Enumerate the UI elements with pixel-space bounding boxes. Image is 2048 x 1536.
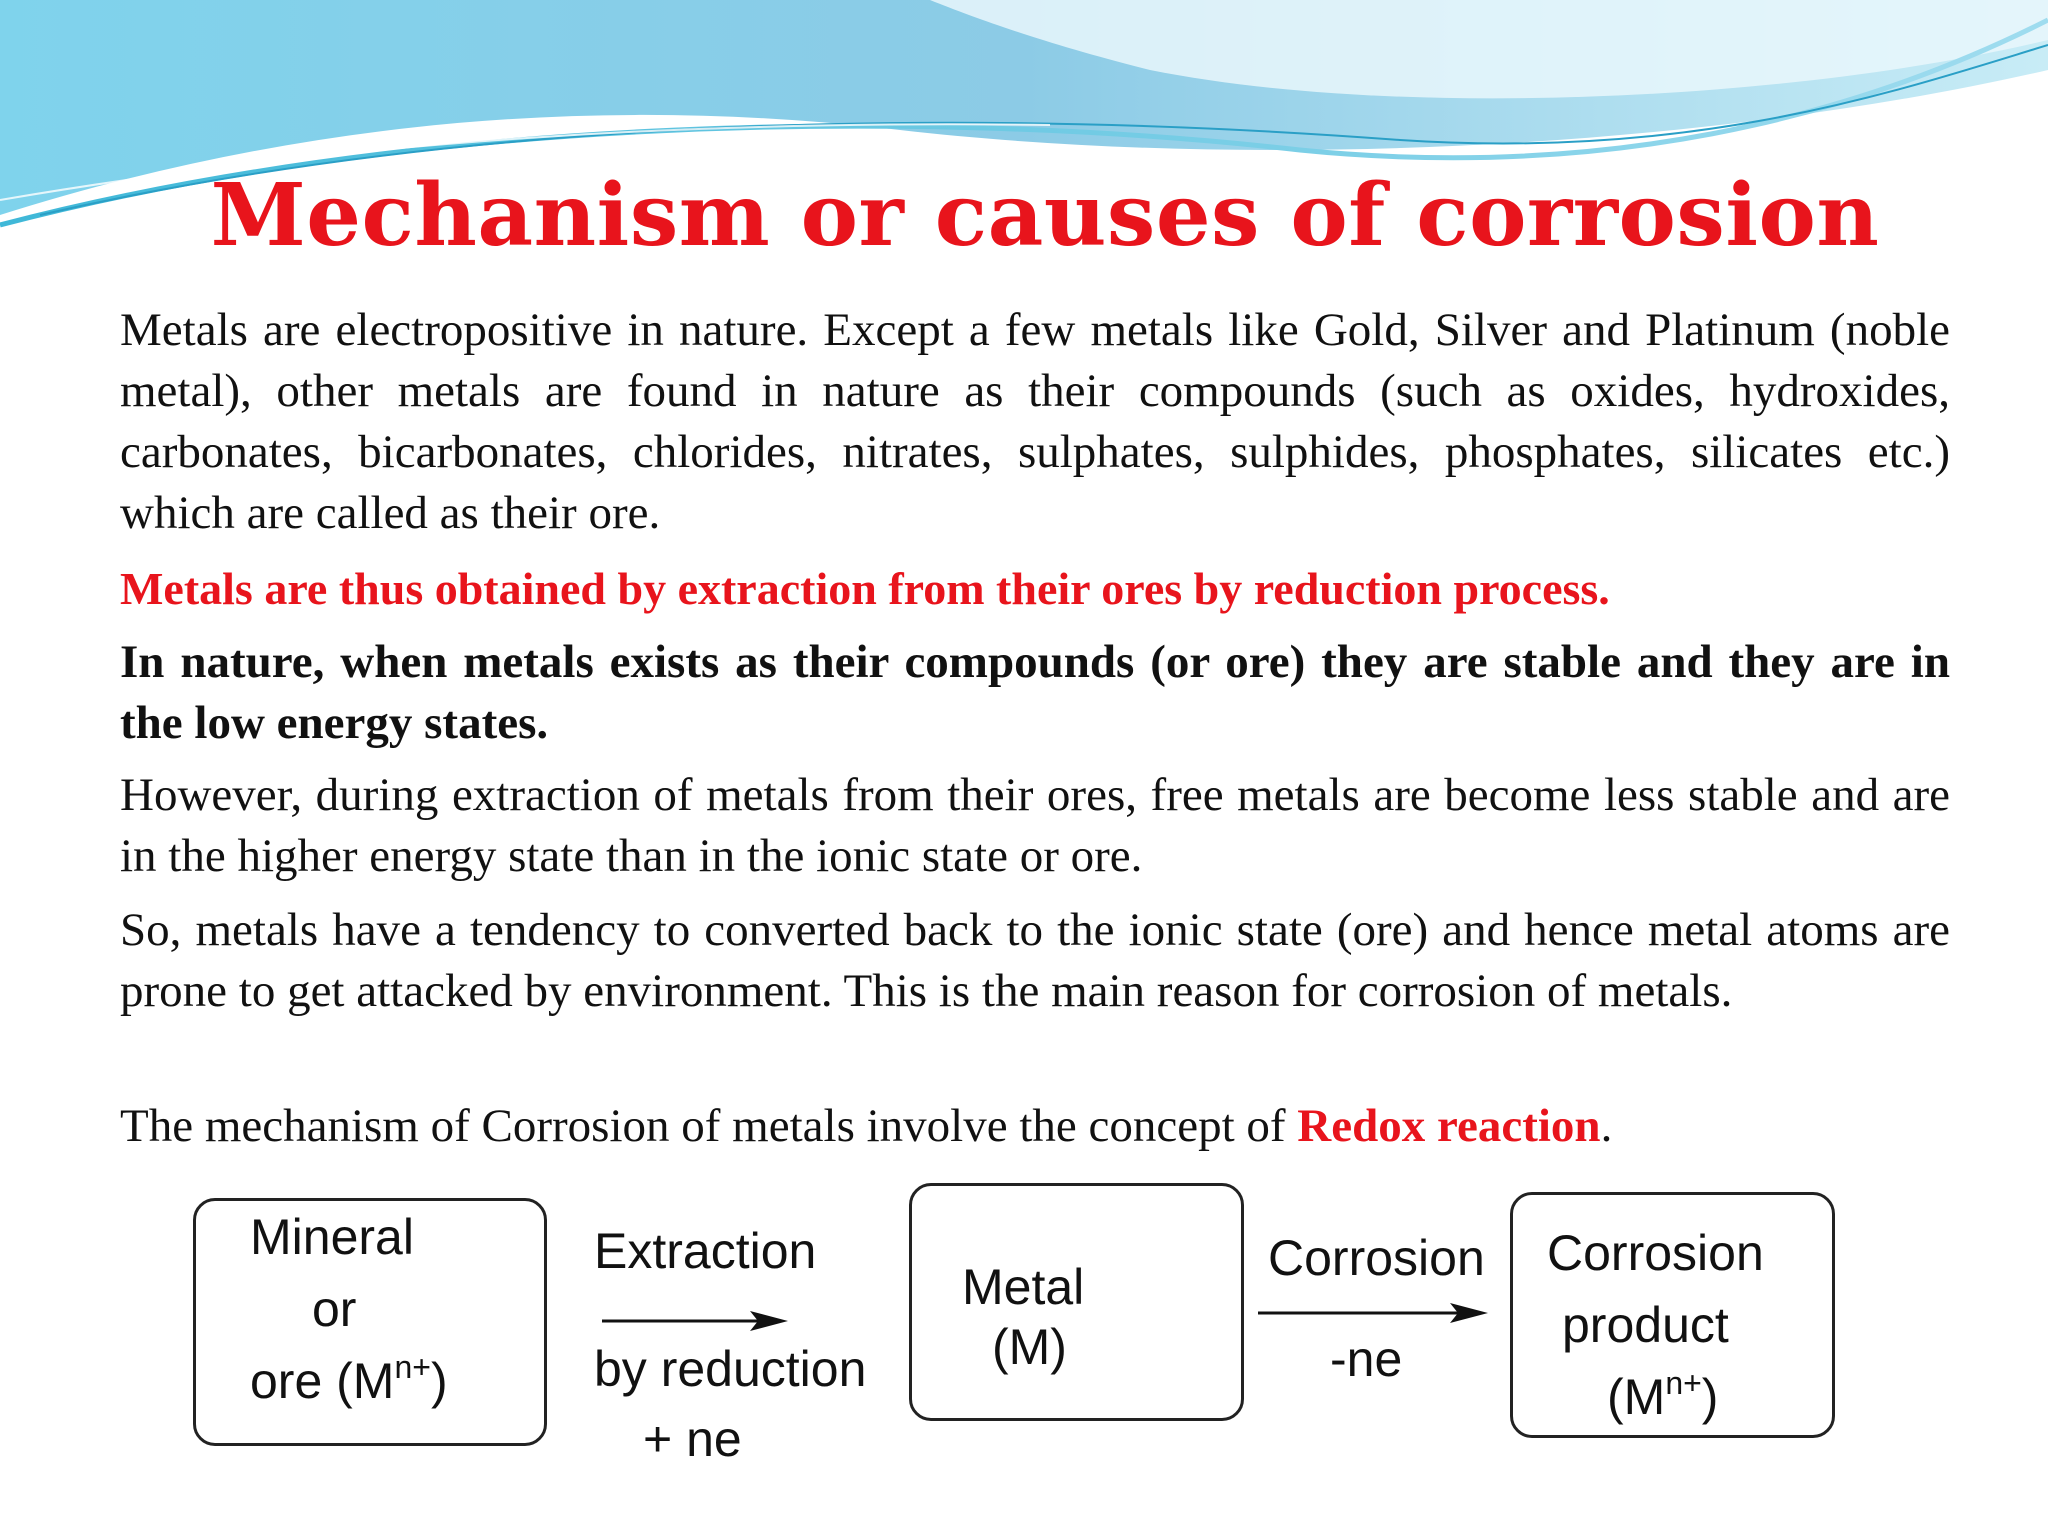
product-label: product (1562, 1297, 1729, 1353)
corrosion-step-label: Corrosion (1268, 1230, 1485, 1286)
paragraph-stable-compounds: In nature, when metals exists as their compounds (or ore) they are stable and they are in the low energy states. (120, 636, 1950, 749)
paragraph-corrosion-reason: So, metals have a tendency to converted back to the ionic state (ore) and hence metal atoms are prone to get attacked by environment. This is the main reason for corrosion of metals. (120, 904, 1950, 1017)
extraction-arrow (600, 1306, 790, 1336)
slide-title: Mechanism or causes of corrosion (210, 165, 1880, 266)
by-reduction-label: by reduction (594, 1341, 867, 1397)
paragraph-higher-energy: However, during extraction of metals from their ores, free metals are become less stable and are in the higher energy state than in the ionic state or ore. (120, 769, 1950, 882)
paragraph-electropositive: Metals are electropositive in nature. Except a few metals like Gold, Silver and Platinum (noble metal), other metals are found in nature as their compounds (such as oxides, hydroxides, carbonates, bicarbonates, chlorides, nitrates, sulphates, sulphides, phosphates, silicates etc.) which are called as their ore. (120, 304, 1950, 539)
mineral-label: Mineral (250, 1209, 414, 1265)
product-ion-close: ) (1701, 1369, 1719, 1425)
paragraph-redox (120, 1096, 1950, 1157)
mineral-or-label: or (312, 1281, 357, 1337)
corrosion-arrow (1256, 1298, 1490, 1328)
ore-text: ore (M (250, 1353, 395, 1409)
ore-close: ) (430, 1353, 448, 1409)
metal-symbol-label: (M) (992, 1319, 1067, 1375)
corrosion-product-label: Corrosion (1547, 1225, 1764, 1281)
redox-suffix: . (1600, 1100, 1613, 1152)
ore-superscript: n+ (394, 1349, 431, 1385)
product-ion-text: (M (1607, 1369, 1666, 1425)
plus-ne-label: + ne (643, 1411, 742, 1467)
product-ion-label (1607, 1365, 1719, 1425)
redox-highlight: Redox reaction (1297, 1100, 1601, 1152)
redox-prefix: The mechanism of Corrosion of metals involve the concept of (120, 1100, 1298, 1152)
minus-ne-label: -ne (1330, 1331, 1403, 1387)
metal-label: Metal (962, 1259, 1085, 1315)
paragraph-extraction-highlight: Metals are thus obtained by extraction from their ores by reduction process. (120, 563, 1610, 614)
product-superscript: n+ (1665, 1365, 1702, 1401)
ore-label (250, 1349, 448, 1409)
extraction-label: Extraction (594, 1223, 817, 1279)
